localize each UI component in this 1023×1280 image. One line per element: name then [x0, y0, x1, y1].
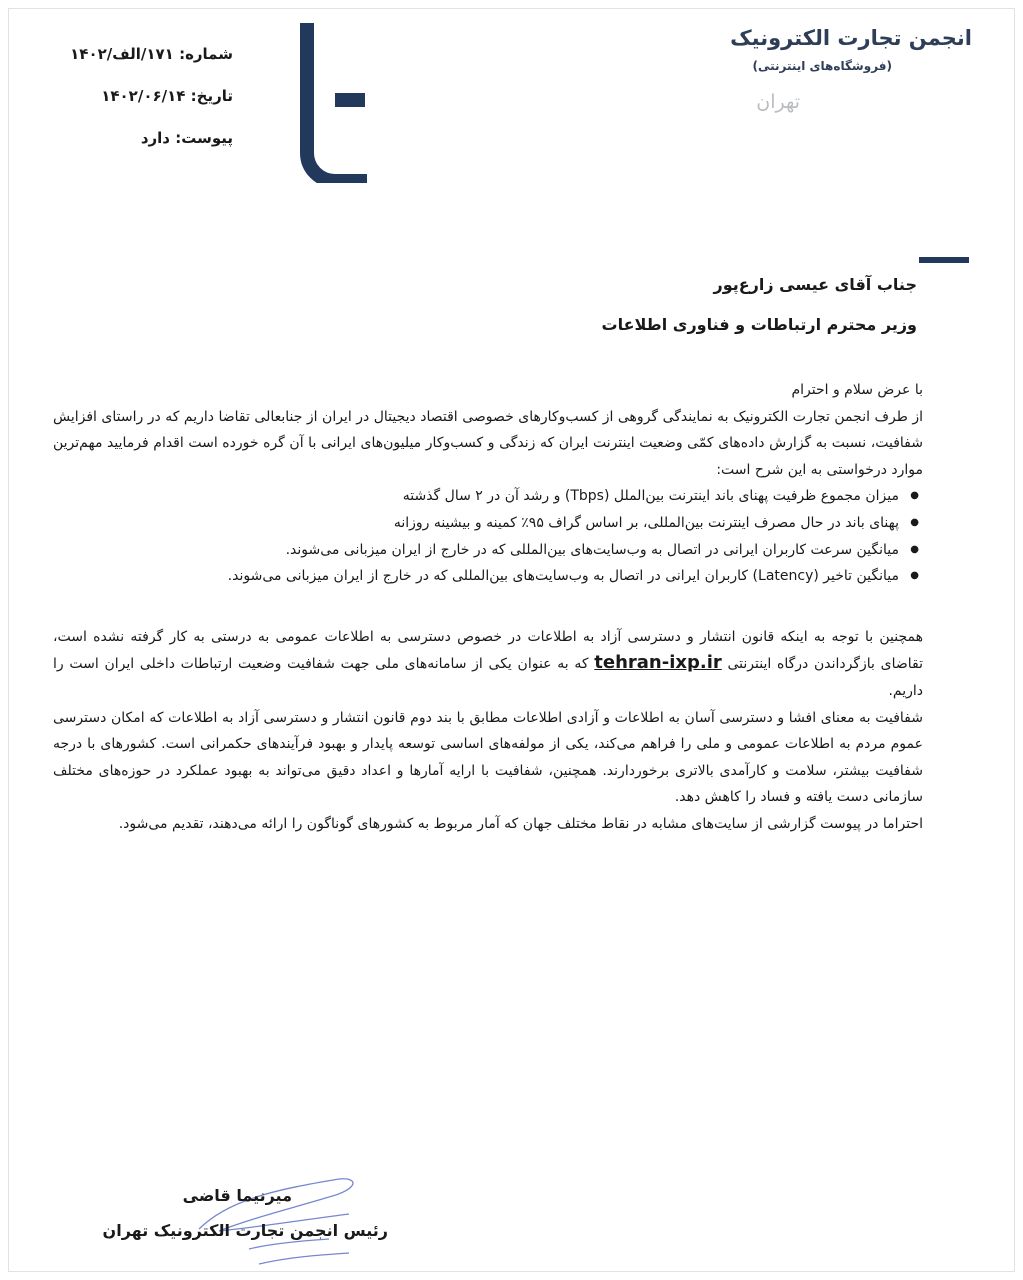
request-item: ● پهنای باند در حال مصرف اینترنت بین‌المللی، بر اساس گراف ۹۵٪ کمینه و بیشینه روزانه [53, 510, 923, 537]
letter-body [53, 377, 923, 838]
paragraph-2-after: که به عنوان یکی از سامانه‌های ملی جهت شفافیت وضعیت ارتباطات داخلی ایران است را داریم. [53, 656, 923, 699]
letter-date: تاریخ: ۱۴۰۲/۰۶/۱۴ [101, 87, 233, 105]
request-item: ● میزان مجموع ظرفیت پهنای باند اینترنت بین‌الملل (Tbps) و رشد آن در ۲ سال گذشته [53, 483, 923, 510]
signature-block [68, 1181, 388, 1251]
recipient-title: وزیر محترم ارتباطات و فناوری اطلاعات [601, 315, 917, 334]
request-item: ● میانگین سرعت کاربران ایرانی در اتصال به وب‌سایت‌های بین‌المللی که در خارج از ایران میزبانی می‌شوند. [53, 537, 923, 564]
recipient-block [217, 265, 917, 345]
letter-number: شماره: ۱۷۱/الف/۱۴۰۲ [70, 45, 233, 63]
request-list [53, 483, 923, 589]
paragraph-2 [53, 624, 923, 705]
org-name: انجمن تجارت الکترونیک [730, 26, 972, 50]
e-logo-icon [295, 23, 375, 183]
org-city: تهران [756, 91, 800, 113]
greeting: با عرض سلام و احترام [791, 382, 923, 398]
signer-name: میرنیما قاضی [182, 1186, 292, 1205]
paragraph-3: شفافیت به معنای افشا و دسترسی آسان به اطلاعات و آزادی اطلاعات مطابق با بند دوم قانون انتشار و دسترسی آزاد به اطلاعات که امکان دسترسی عموم مردم به اطلاعات عمومی و ملی را فراهم می‌کند، یکی از مولفه‌های اساسی توسعه پایدار و بهبود فرآیندهای حکمرانی است. کشورهای با درجه شفافیت بیشتر، سلامت و کارآمدی بالاتری برخوردارند. همچنین، شفافیت با ارایه آمارها و اعداد دقیق می‌تواند به بهبود عملکرد در حوزه‌های مختلف سازمانی دست یافته و فساد را کاهش دهد. [53, 709, 923, 806]
letter-attachment: پیوست: دارد [140, 129, 233, 147]
signer-title: رئیس انجمن تجارت الکترونیک تهران [102, 1221, 388, 1240]
accent-bar [919, 257, 969, 263]
org-subtitle: (فروشگاه‌های اینترنتی) [752, 59, 892, 73]
paragraph-2-before: همچنین با توجه به اینکه قانون انتشار و دسترسی آزاد به اطلاعات در خصوص دسترسی به اطلاعات عمومی به درستی به کار گرفته نشده است، تقاضای بازگرداندن درگاه اینترنتی [53, 628, 924, 673]
request-item: ● میانگین تاخیر (Latency) کاربران ایرانی در اتصال به وب‌سایت‌های بین‌المللی که در خارج از ایران میزبانی می‌شوند. [53, 563, 923, 590]
letter-meta [53, 39, 233, 165]
paragraph-4: احتراما در پیوست گزارشی از سایت‌های مشابه در نقاط مختلف جهان که آمار مربوط به کشورهای گوناگون را ارائه می‌دهند، تقدیم می‌شود. [118, 815, 923, 832]
letter-page [8, 8, 1015, 1272]
tehran-ixp-link[interactable]: tehran-ixp.ir [594, 652, 722, 674]
letterhead [712, 23, 972, 113]
intro-paragraph: از طرف انجمن تجارت الکترونیک به نمایندگی گروهی از کسب‌وکارهای خصوصی اقتصاد دیجیتال در ایران از جنابعالی تقاضا داریم که در راستای افزایش شفافیت، نسبت به گزارش داده‌های کمّی وضعیت اینترنت ایران که زندگی و کسب‌وکار میلیون‌های ایرانی با آن گره خورده است اقدام فرمایید مهم‌ترین موارد درخواستی به این شرح است: [53, 408, 923, 478]
recipient-name: جناب آقای عیسی زارع‌پور [713, 275, 917, 294]
